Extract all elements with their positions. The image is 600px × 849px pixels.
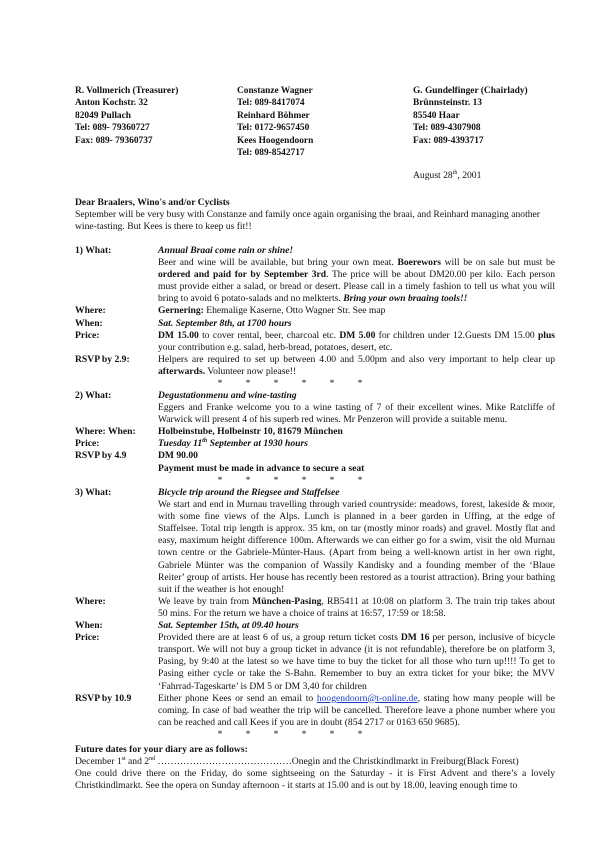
event-what-row [75,245,555,257]
what-label: 3) What: [75,487,112,498]
what-label: 2) What: [75,390,112,401]
rsvp-label: RSVP by 2.9: [75,353,130,365]
future-date-line: December 1st and 2nd ……………………………………Onegin and the Christkindlmarkt in Freiburg(Black Forest) [75,755,519,768]
event-description: Beer and wine will be available, but bring your own meat. Boerewors will be on sale but must be ordered and paid for by September 3rd. The price will be about DM20.00 per kilo. Each person must provide either a salad, or bread or desert. Please call in a timely fashion to tell us what you will bring to avoid 6 potato-salads and no melkterts. Bring your own braaing tools!! [158,257,555,305]
event-price: DM 90.00 [158,450,198,462]
price-label: Price: [75,329,100,341]
where-label: Where: [75,305,106,317]
event-braai [75,245,555,390]
contact-line: Tel: 089-8542717 [237,148,305,159]
event-where-row [75,305,555,317]
price-label: Price: [75,632,100,644]
event-price: Provided there are at least 6 of us, a group return ticket costs DM 16 per person, inclusive of bicycle transport. We will not buy a group ticket in advance (it is not refundable), therefore be on platform 3, Pasing, by 9:40 at the latest so we have time to buy the ticket for all those who turn up!!!! To get to Pasing either cycle or take the S-Bahn. Remember to buy an extra ticket for your bike; the MVV ‘Fahrrad-Tageskarte’ is DM 5 or DM 3,40 for children [158,632,556,692]
contact-line: Brünnsteinstr. 13 [413,98,482,109]
contact-line: Tel: 0172-9657450 [237,123,310,134]
future-dates [75,744,555,792]
event-title: Annual Braai come rain or shine! [158,245,294,256]
contact-treasurer [75,85,178,147]
date-year: , 2001 [457,170,482,181]
event-rsvp: Either phone Kees or send an email to hoogendoorn@t-online.de, stating how many people will be coming. In case of bad weather the trip will be cancelled. Therefore leave a phone number where you can be reached and call Kees if you are in doubt (854 2717 or 0163 650 9685). [158,692,555,728]
event-location: Gernering: Ehemalige Kaserne, Otto Wagner Str. See map [158,305,386,317]
contact-line: Anton Kochstr. 32 [75,98,148,109]
event-price: DM 15.00 to cover rental, beer, charcoal etc. DM 5.00 for children under 12.Guests DM 15.00 plus your contribution e.g. salad, herb-bread, potatoes, desert, etc. [158,329,556,353]
contact-line: Tel: 089-4307908 [413,123,481,134]
event-description: Eggers and Franke welcome you to a wine tasting of 7 of their excellent wines. Mike Ratcliffe of Warwick will present 4 of his superb red wines. Mr Penzeron will provide a suitable menu. [158,402,555,426]
contact-line: Kees Hoogendoorn [237,135,314,146]
event-price-row [75,450,555,462]
what-label: 1) What: [75,245,112,256]
contact-line: G. Gundelfinger (Chairlady) [413,86,528,96]
contact-line: Constanze Wagner [237,86,313,96]
contact-line: Fax: 089- 79360737 [75,135,153,146]
event-description-row [75,257,555,305]
contact-line: Reinhard Böhmer [237,110,310,121]
event-when-row [75,318,555,330]
contact-line: 85540 Haar [413,110,460,121]
event-what-row [75,487,555,499]
event-time: Tuesday 11th September at 1930 hours [158,438,308,450]
when-label: When: [75,620,103,632]
contact-line: 82049 Pullach [75,110,131,121]
when-label: When: [75,317,103,329]
where-label: Where: [75,595,106,607]
date-text: August 28 [413,170,453,181]
event-what-row [75,390,555,402]
intro-paragraph: September will be very busy with Constanze and family once again organising the braai, and Reinhard managing another wine-tasting. But Kees is there to keep us fit!! [75,209,540,233]
where-label: Where: When: [75,426,136,438]
event-rsvp-row [75,354,555,378]
future-description: One could drive there on the Friday, do some sightseeing on the Saturday - it is First Advent and there’s a lovely Christkindlmarkt. See the opera on Sunday afternoon - it starts at 15.00 and is out by 18.00, leaving enough time to [75,768,555,792]
price-label: Price: [75,438,100,450]
event-title: Degustationmenu and wine-tasting [158,390,297,401]
event-where-row [75,596,555,620]
payment-note-row [75,463,555,475]
date-suffix: th [452,169,458,176]
contact-line: R. Vollmerich (Treasurer) [75,86,179,96]
separator-stars: * * * * * * [217,378,363,390]
contact-line: Tel: 089- 79360727 [75,123,150,134]
event-wine-tasting [75,390,555,487]
contact-chairlady [413,85,528,147]
rsvp-label: RSVP by 10.9 [75,692,132,704]
event-time: Sat. September 8th, at 1700 hours [158,317,292,329]
event-location: Holbeinstube, Holbeinstr 10, 81679 München [158,426,343,438]
separator-stars: * * * * * * [217,728,363,740]
event-location: We leave by train from München-Pasing, RB5411 at 10:08 on platform 3. The train trip takes about 50 mins. For the return we have a choice of trains at 16:57, 17:59 or 18:58. [158,595,555,619]
event-description: We start and end in Murnau travelling through varied countryside: meadows, forest, lakeside & moor, with some fine views of the Alps. Lunch is planned in a beer garden in Uffing, at the edge of Staffelsee. Total trip length is approx. 35 km, on tar (mostly minor roads) and gravel. Mostly flat and easy, maximum height difference 100m. Afterwards we can either go for a swim, visit the old Murnau town centre or the Gabriele-Münter-Haus. (Apart from being a well-known artist in her own right, Gabriele Münter was the companion of Wassily Kandisky and a founding member of the ‘Blaue Reiter’ group of artists. Her house has recently been restored as a tourist attraction). Bring your bathing suit if the weather is hot enough! [158,499,555,595]
email-link[interactable]: hoogendoorn@t-online.de [316,692,418,704]
event-rsvp: Helpers are required to set up between 4.00 and 5.00pm and also very important to help clear up afterwards. Volunteer now please!! [158,353,555,377]
event-description-row [75,402,555,426]
event-when-row [75,620,555,632]
event-rsvp-row [75,693,555,729]
separator-stars: * * * * * * [217,474,363,486]
event-time: Sat. September 15th, at 09.40 hours [158,620,299,632]
salutation: Dear Braalers, Wino's and/or Cyclists [75,197,230,208]
event-bicycle-trip [75,487,555,741]
event-description-row [75,499,555,596]
event-title: Bicycle trip around the Riegsee and Staffelsee [158,487,340,498]
future-heading: Future dates for your diary are as follows: [75,744,248,755]
contact-organisers [237,85,313,159]
contact-line: Fax: 089-4393717 [413,135,484,146]
contact-line: Tel: 089-8417074 [237,98,305,109]
letter-date [413,170,481,182]
event-price-row [75,632,555,692]
event-price-row [75,330,555,354]
rsvp-label: RSVP by 4.9 [75,450,127,462]
event-where-row [75,426,555,438]
greeting [75,197,553,233]
payment-note: Payment must be made in advance to secure a seat [158,462,365,474]
event-when-row [75,438,555,450]
